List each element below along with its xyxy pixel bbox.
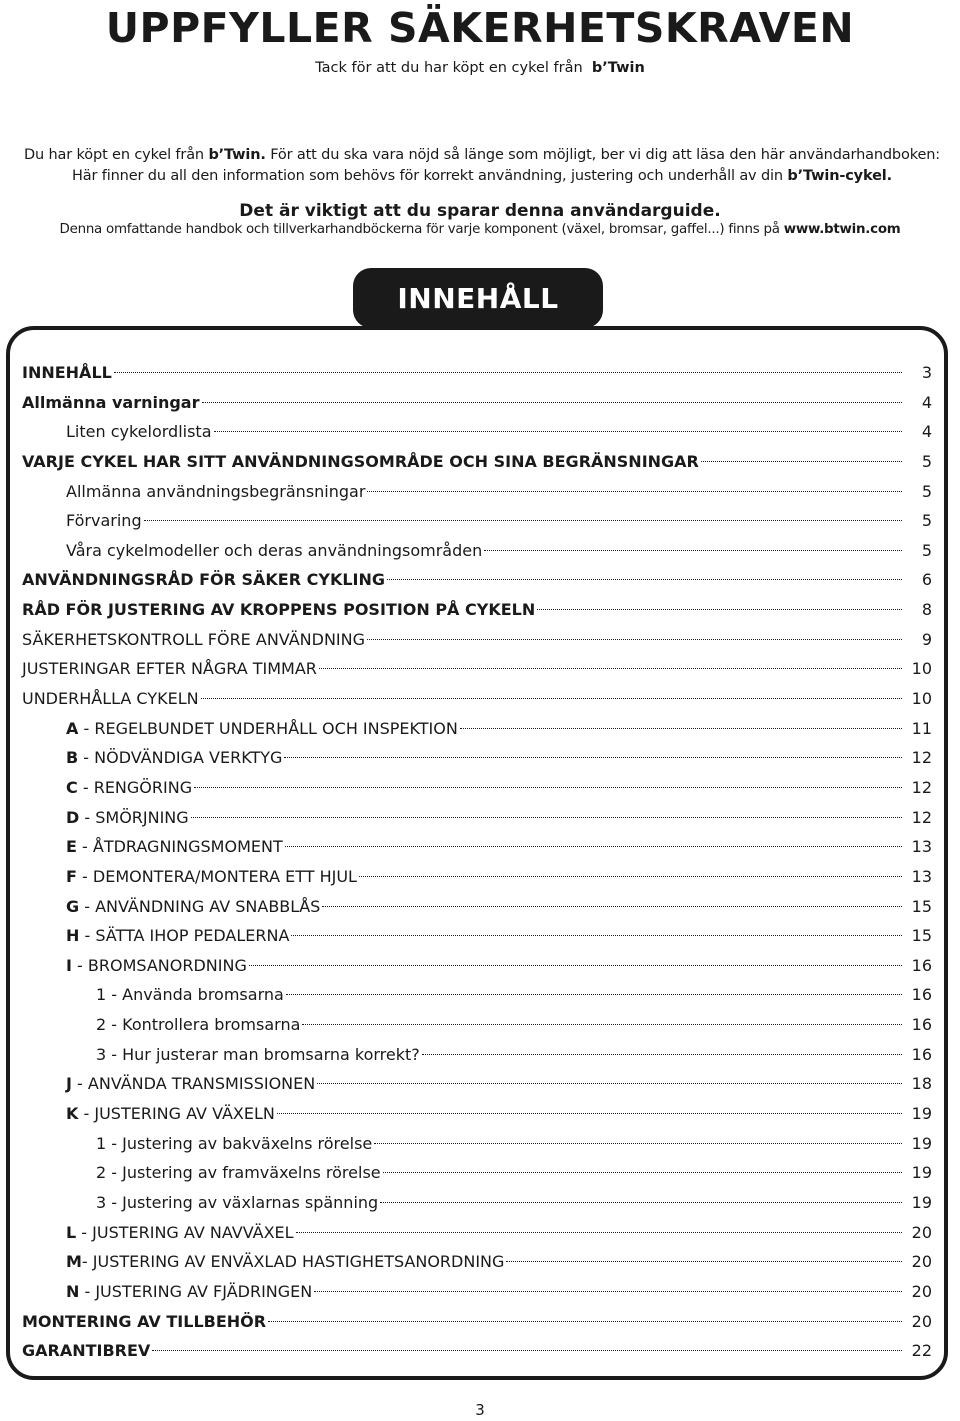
dot-leader <box>537 609 902 610</box>
subtitle-brand: b’Twin <box>591 60 645 76</box>
dot-leader <box>285 846 902 847</box>
toc-list <box>22 358 932 1366</box>
toc-entry[interactable] <box>22 1307 932 1337</box>
dot-leader <box>277 1113 902 1114</box>
toc-entry-page: 4 <box>921 392 932 412</box>
toc-entry[interactable] <box>22 536 932 566</box>
toc-entry[interactable] <box>22 1247 932 1277</box>
toc-entry[interactable] <box>22 1336 932 1366</box>
dot-leader <box>214 431 903 432</box>
dot-leader <box>286 994 902 995</box>
dot-leader <box>359 876 902 877</box>
toc-entry-text: - REGELBUNDET UNDERHÅLL OCH INSPEKTION <box>78 718 458 738</box>
toc-entry-page: 12 <box>911 777 932 797</box>
toc-entry[interactable] <box>22 417 932 447</box>
dot-leader <box>422 1054 902 1055</box>
toc-entry-page: 22 <box>911 1341 932 1361</box>
dot-leader <box>383 1172 902 1173</box>
toc-entry-label <box>66 832 283 862</box>
website-link[interactable]: www.btwin.com <box>783 222 901 237</box>
toc-entry-label: 3 - Justering av växlarnas spänning <box>96 1192 379 1212</box>
toc-entry[interactable] <box>22 980 932 1010</box>
toc-entry-text: - RENGÖRING <box>77 777 193 797</box>
toc-entry-page: 20 <box>911 1281 932 1301</box>
toc-entry-text: - JUSTERING AV NAVVÄXEL <box>76 1222 294 1242</box>
toc-entry-letter: I <box>66 955 72 975</box>
toc-entry-page: 6 <box>921 570 932 590</box>
dot-leader <box>268 1321 902 1322</box>
toc-entry[interactable] <box>22 625 932 655</box>
dot-leader <box>191 817 902 818</box>
toc-entry[interactable] <box>22 477 932 507</box>
toc-entry-page: 16 <box>911 1044 932 1064</box>
toc-entry-letter: J <box>66 1074 72 1094</box>
toc-entry[interactable] <box>22 1277 932 1307</box>
toc-entry-page: 4 <box>921 422 932 442</box>
toc-entry[interactable] <box>22 654 932 684</box>
subtitle <box>0 58 960 78</box>
toc-entry-page: 20 <box>911 1252 932 1272</box>
toc-entry-page: 19 <box>911 1192 932 1212</box>
toc-entry-page: 19 <box>911 1133 932 1153</box>
dot-leader <box>367 639 902 640</box>
toc-entry-label <box>66 773 192 803</box>
page-title: UPPFYLLER SÄKERHETSKRAVEN <box>105 4 855 52</box>
subtitle-text: Tack för att du har köpt en cykel från <box>315 60 583 76</box>
toc-entry-label: Förvaring <box>66 511 142 531</box>
toc-entry-letter: A <box>66 718 79 738</box>
toc-entry-label: ANVÄNDNINGSRÅD FÖR SÄKER CYKLING <box>22 570 386 590</box>
dot-leader <box>319 668 902 669</box>
dot-leader <box>380 1202 902 1203</box>
toc-entry[interactable] <box>22 921 932 951</box>
toc-entry-text: - JUSTERING AV VÄXELN <box>78 1104 275 1124</box>
toc-entry-text: - JUSTERING AV ENVÄXLAD HASTIGHETSANORDNING <box>81 1252 505 1272</box>
toc-entry-letter: M <box>66 1252 82 1272</box>
toc-entry-page: 5 <box>921 511 932 531</box>
dot-leader <box>291 935 902 936</box>
dot-leader <box>296 1232 902 1233</box>
toc-entry-label <box>66 1218 294 1248</box>
toc-entry-label <box>66 743 282 773</box>
toc-entry[interactable] <box>22 743 932 773</box>
dot-leader <box>387 579 902 580</box>
toc-entry-text: - DEMONTERA/MONTERA ETT HJUL <box>76 866 357 886</box>
toc-entry-page: 5 <box>921 540 932 560</box>
dot-leader <box>201 698 902 699</box>
toc-entry-label <box>66 892 320 922</box>
toc-heading: INNEHÅLL <box>353 268 603 328</box>
toc-entry-label: Våra cykelmodeller och deras användningsområden <box>66 540 483 560</box>
toc-entry[interactable] <box>22 1099 932 1129</box>
toc-entry[interactable] <box>22 595 932 625</box>
toc-entry-page: 19 <box>911 1163 932 1183</box>
toc-entry-text: - ANVÄNDA TRANSMISSIONEN <box>71 1074 316 1094</box>
toc-entry-label: 2 - Kontrollera bromsarna <box>96 1015 301 1035</box>
toc-entry-page: 5 <box>921 451 932 471</box>
toc-entry-page: 11 <box>911 718 932 738</box>
toc-entry[interactable] <box>22 803 932 833</box>
toc-entry-page: 10 <box>911 659 932 679</box>
toc-entry-page: 13 <box>911 866 932 886</box>
toc-entry-page: 13 <box>911 837 932 857</box>
toc-entry[interactable] <box>22 358 932 388</box>
toc-entry-label <box>66 862 357 892</box>
toc-entry-page: 19 <box>911 1104 932 1124</box>
page-number: 3 <box>475 1401 485 1419</box>
toc-entry[interactable] <box>22 1158 932 1188</box>
dot-leader <box>152 1350 902 1351</box>
toc-entry-page: 15 <box>911 896 932 916</box>
toc-entry-page: 20 <box>911 1311 932 1331</box>
toc-entry-label: JUSTERINGAR EFTER NÅGRA TIMMAR <box>22 659 317 679</box>
important-notice: Det är viktigt att du sparar denna användarguide. <box>239 201 721 221</box>
toc-entry-letter: G <box>66 896 80 916</box>
dot-leader <box>317 1083 902 1084</box>
dot-leader <box>284 757 902 758</box>
toc-entry-label <box>66 921 289 951</box>
manual-note-text: Denna omfattande handbok och tillverkarhandböckerna för varje komponent (växel, bromsar, gaffel...) finns på <box>59 222 784 237</box>
dot-leader <box>367 491 902 492</box>
toc-entry-label: INNEHÅLL <box>22 363 112 382</box>
dot-leader <box>144 520 902 521</box>
toc-entry-label: MONTERING AV TILLBEHÖR <box>22 1311 267 1331</box>
intro-text-2: För att du ska vara nöjd så länge som möjligt, ber vi dig att läsa den här användarhandboken: Här finner du all den information som behövs för korrekt användning, justering och underhåll av din <box>72 147 940 184</box>
toc-entry-text: - ÅTDRAGNINGSMOMENT <box>76 837 283 857</box>
dot-leader <box>460 728 902 729</box>
toc-entry[interactable] <box>22 388 932 418</box>
toc-entry[interactable] <box>22 862 932 892</box>
intro-paragraph <box>22 145 942 187</box>
toc-entry[interactable] <box>22 1129 932 1159</box>
toc-entry-label: Allmänna användningsbegränsningar <box>66 481 366 501</box>
toc-entry-label: 1 - Justering av bakväxelns rörelse <box>96 1133 373 1153</box>
toc-entry-letter: N <box>66 1281 80 1301</box>
toc-entry-page: 12 <box>911 807 932 827</box>
toc-entry-label: VARJE CYKEL HAR SITT ANVÄNDNINGSOMRÅDE OCH SINA BEGRÄNSNINGAR <box>22 451 699 471</box>
toc-entry[interactable] <box>22 1188 932 1218</box>
toc-entry[interactable] <box>22 1218 932 1248</box>
intro-brand-2: b’Twin-cykel. <box>787 168 892 184</box>
toc-entry-text: - BROMSANORDNING <box>71 955 247 975</box>
dot-leader <box>701 461 902 462</box>
dot-leader <box>302 1024 902 1025</box>
toc-entry[interactable] <box>22 714 932 744</box>
toc-entry-label: RÅD FÖR JUSTERING AV KROPPENS POSITION PÅ CYKELN <box>22 600 536 620</box>
toc-entry-label <box>66 1099 275 1129</box>
dot-leader <box>194 787 902 788</box>
toc-entry-page: 20 <box>911 1222 932 1242</box>
dot-leader <box>484 550 902 551</box>
toc-entry-label: Allmänna varningar <box>22 392 200 412</box>
toc-entry-page: 3 <box>921 363 932 382</box>
toc-entry-page: 15 <box>911 926 932 946</box>
intro-brand-1: b’Twin. <box>208 147 266 163</box>
toc-entry[interactable] <box>22 1040 932 1070</box>
toc-entry-label: 3 - Hur justerar man bromsarna korrekt? <box>96 1044 420 1064</box>
dot-leader <box>202 402 903 403</box>
toc-entry-label: SÄKERHETSKONTROLL FÖRE ANVÄNDNING <box>22 629 365 649</box>
toc-entry-page: 12 <box>911 748 932 768</box>
toc-entry-letter: H <box>66 926 80 946</box>
toc-entry-letter: B <box>66 748 79 768</box>
toc-entry[interactable] <box>22 684 932 714</box>
dot-leader <box>314 1291 902 1292</box>
toc-entry-letter: D <box>66 807 80 827</box>
toc-entry-label <box>66 1277 312 1307</box>
toc-entry-page: 16 <box>911 955 932 975</box>
toc-entry[interactable] <box>22 951 932 981</box>
dot-leader <box>114 372 902 373</box>
toc-entry-text: - SÄTTA IHOP PEDALERNA <box>79 926 290 946</box>
toc-entry-page: 8 <box>921 600 932 620</box>
toc-entry[interactable] <box>22 565 932 595</box>
toc-entry-label <box>66 951 247 981</box>
toc-entry-label <box>66 714 458 744</box>
toc-entry[interactable] <box>22 773 932 803</box>
toc-entry-text: - JUSTERING AV FJÄDRINGEN <box>79 1281 313 1301</box>
dot-leader <box>322 906 902 907</box>
toc-entry-text: - NÖDVÄNDIGA VERKTYG <box>78 748 283 768</box>
toc-entry-label: UNDERHÅLLA CYKELN <box>22 689 199 709</box>
toc-entry-label <box>66 1247 504 1277</box>
toc-entry-page: 10 <box>911 689 932 709</box>
toc-entry-page: 16 <box>911 1015 932 1035</box>
toc-entry-label <box>66 1069 315 1099</box>
toc-entry-label: 2 - Justering av framväxelns rörelse <box>96 1163 381 1183</box>
dot-leader <box>374 1143 902 1144</box>
toc-entry-label <box>66 803 189 833</box>
toc-entry-label: 1 - Använda bromsarna <box>96 985 284 1005</box>
toc-entry-label: GARANTIBREV <box>22 1341 151 1361</box>
toc-entry-page: 16 <box>911 985 932 1005</box>
toc-entry[interactable] <box>22 447 932 477</box>
toc-entry[interactable] <box>22 506 932 536</box>
manual-note <box>20 220 940 240</box>
toc-entry[interactable] <box>22 1069 932 1099</box>
toc-entry[interactable] <box>22 1010 932 1040</box>
toc-entry-text: - ANVÄNDNING AV SNABBLÅS <box>79 896 321 916</box>
toc-entry-letter: K <box>66 1104 79 1124</box>
toc-entry-letter: F <box>66 866 77 886</box>
intro-text-1: Du har köpt en cykel från <box>24 147 209 163</box>
toc-entry-letter: L <box>66 1222 77 1242</box>
toc-entry-page: 18 <box>911 1074 932 1094</box>
toc-entry-page: 9 <box>921 629 932 649</box>
toc-entry[interactable] <box>22 892 932 922</box>
dot-leader <box>506 1261 902 1262</box>
toc-entry-letter: E <box>66 837 77 857</box>
toc-entry-page: 5 <box>921 481 932 501</box>
toc-entry-letter: C <box>66 777 78 797</box>
dot-leader <box>249 965 902 966</box>
toc-entry[interactable] <box>22 832 932 862</box>
toc-entry-label: Liten cykelordlista <box>66 422 212 442</box>
toc-entry-text: - SMÖRJNING <box>79 807 189 827</box>
